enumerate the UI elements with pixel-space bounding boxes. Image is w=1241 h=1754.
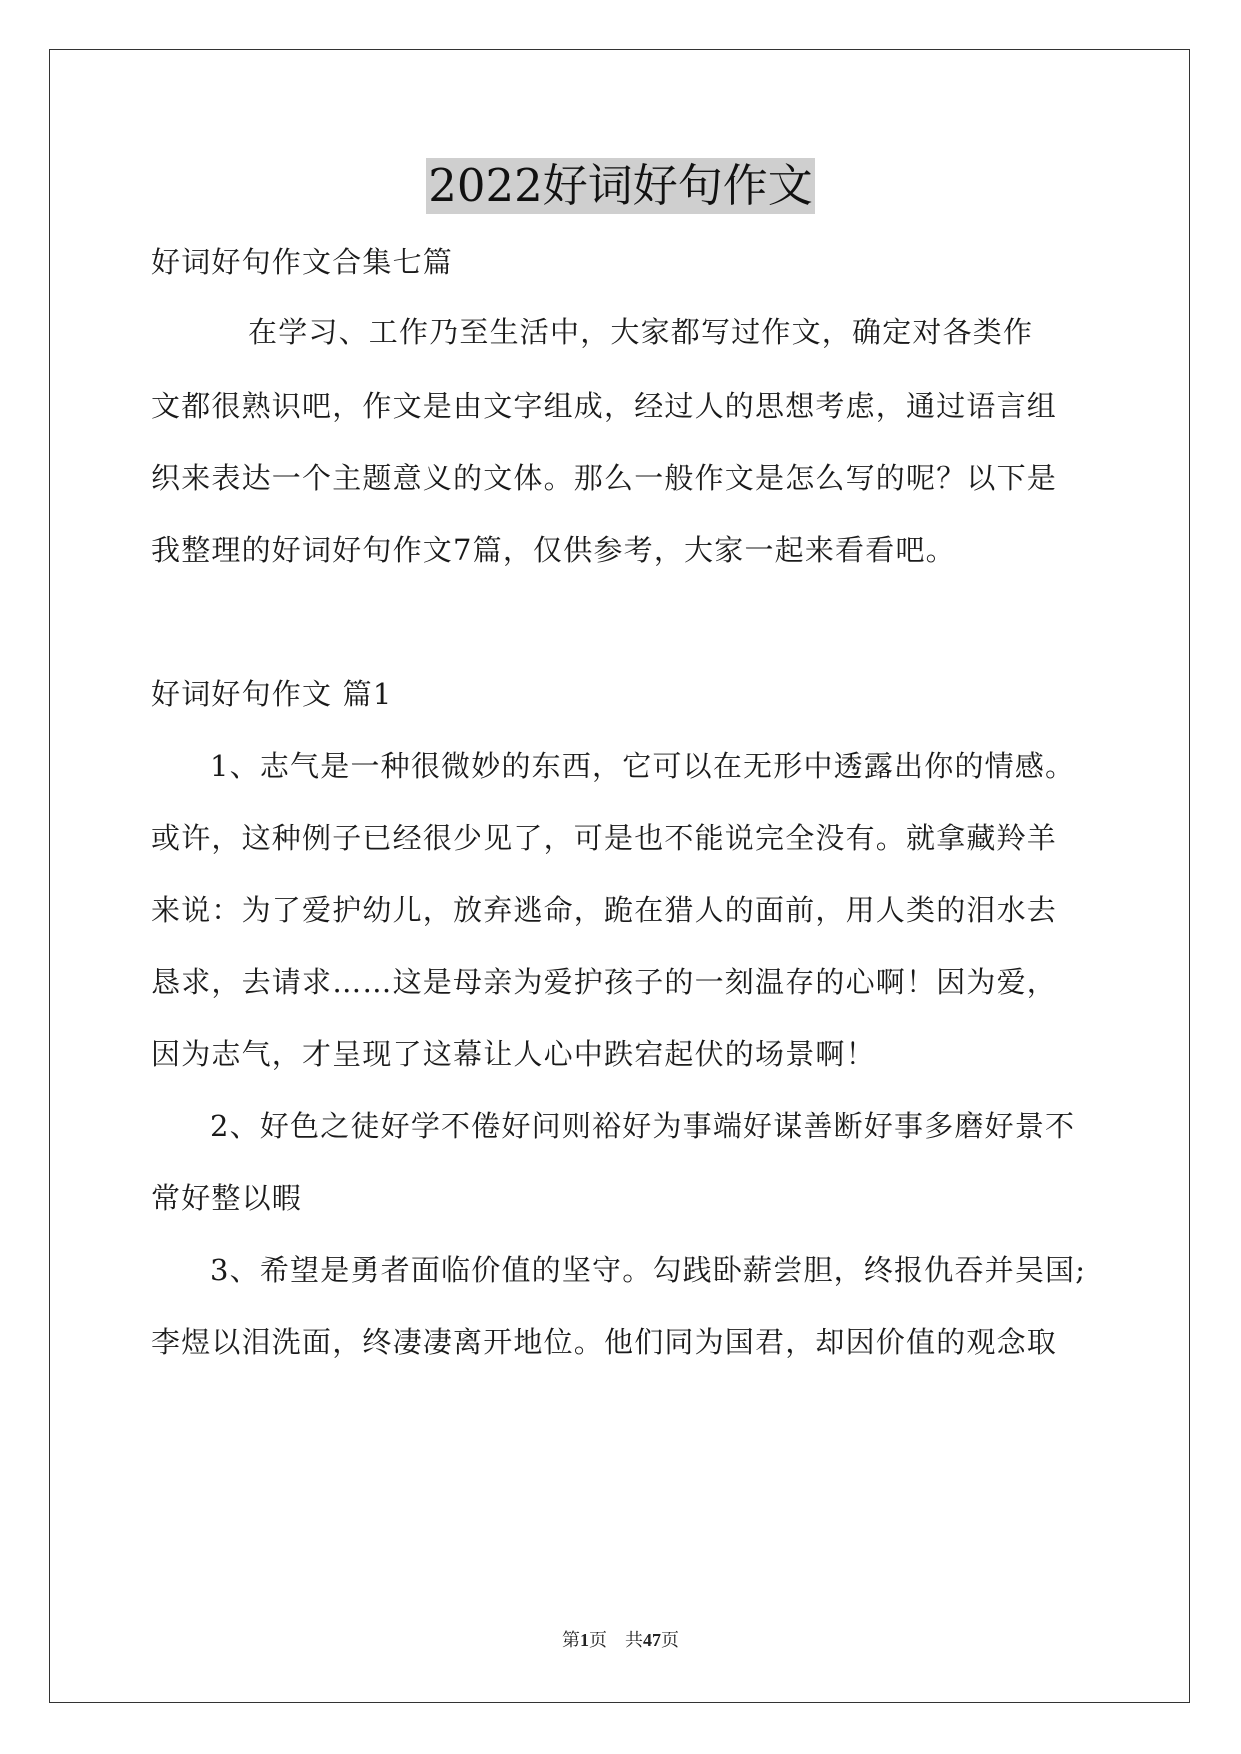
- footer-suffix: 页: [661, 1630, 679, 1651]
- intro-line-1: 在学习、工作乃至生活中，大家都写过作文，确定对各类作: [248, 315, 1034, 349]
- para3-line-1: 3、希望是勇者面临价值的坚守。勾践卧薪尝胆，终报仇吞并吴国;: [210, 1253, 1087, 1287]
- intro-line-4: 我整理的好词好句作文7篇，仅供参考，大家一起来看看吧。: [151, 533, 956, 567]
- intro-line-2: 文都很熟识吧，作文是由文字组成，经过人的思想考虑，通过语言组: [151, 389, 1058, 423]
- section-heading: 好词好句作文 篇1: [151, 677, 393, 711]
- footer-total-pages: 47: [643, 1630, 661, 1650]
- para2-line-1: 2、好色之徒好学不倦好问则裕好为事端好谋善断好事多磨好景不: [210, 1109, 1076, 1143]
- intro-line-3: 织来表达一个主题意义的文体。那么一般作文是怎么写的呢？以下是: [151, 461, 1058, 495]
- page-footer: [0, 1628, 1241, 1653]
- para1-line-5: 因为志气，才呈现了这幕让人心中跌宕起伏的场景啊！: [151, 1037, 876, 1071]
- para1-line-3: 来说：为了爱护幼儿，放弃逃命，跪在猎人的面前，用人类的泪水去: [151, 893, 1058, 927]
- para1-line-1: 1、志气是一种很微妙的东西，它可以在无形中透露出你的情感。: [210, 749, 1076, 783]
- document-subtitle: 好词好句作文合集七篇: [151, 245, 454, 279]
- para1-line-4: 恳求，去请求……这是母亲为爱护孩子的一刻温存的心啊！因为爱，: [151, 965, 1058, 999]
- para1-line-2: 或许，这种例子已经很少见了，可是也不能说完全没有。就拿藏羚羊: [151, 821, 1058, 855]
- para3-line-2: 李煜以泪洗面，终凄凄离开地位。他们同为国君，却因价值的观念取: [151, 1325, 1058, 1359]
- footer-mid: 页 共: [589, 1630, 643, 1651]
- footer-page-number: 1: [580, 1630, 589, 1650]
- title-wrap: [0, 158, 1241, 214]
- footer-prefix: 第: [562, 1630, 580, 1651]
- page-border: [49, 49, 1190, 1703]
- document-title: 2022好词好句作文: [428, 159, 813, 212]
- para2-line-2: 常好整以暇: [151, 1181, 303, 1215]
